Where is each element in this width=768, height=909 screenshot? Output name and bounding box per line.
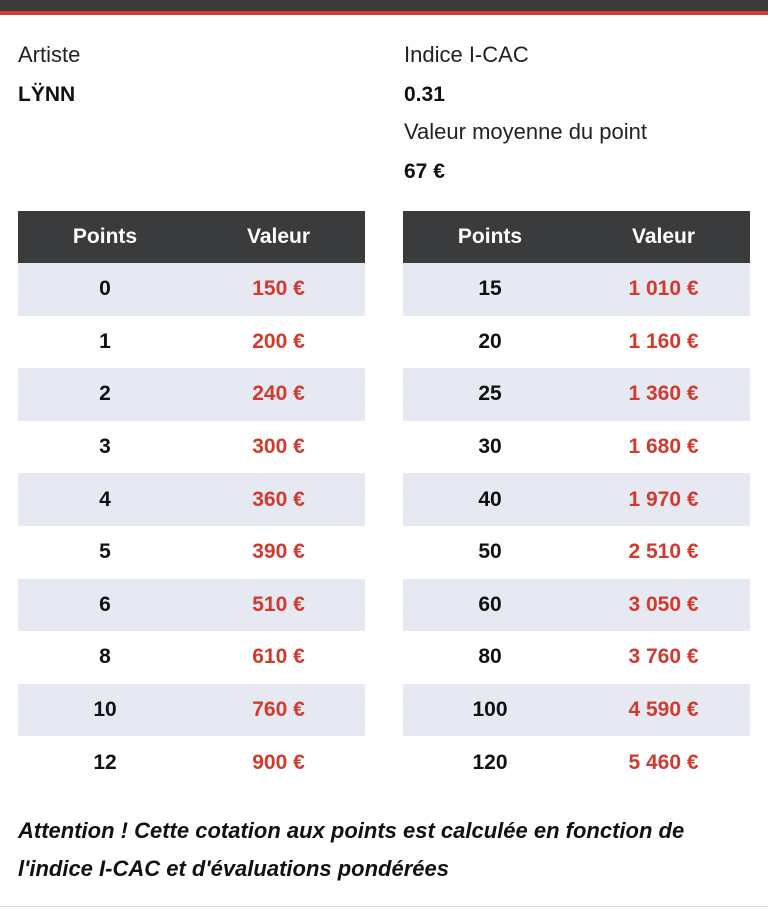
table-row [403,368,750,421]
points-cell: 2 [18,368,192,421]
artist-block [18,44,80,105]
value-column-header: Valeur [192,211,365,263]
table-row [18,526,365,579]
index-block [404,44,647,182]
points-column-header: Points [18,211,192,263]
value-cell: 900 € [192,736,365,789]
points-column-header: Points [403,211,577,263]
points-cell: 3 [18,421,192,474]
table-row [403,579,750,632]
table-row [18,579,365,632]
value-column-header: Valeur [577,211,750,263]
points-cell: 50 [403,526,577,579]
points-cell: 80 [403,631,577,684]
bottom-divider [0,906,768,907]
table-row [403,526,750,579]
value-cell: 4 590 € [577,684,750,737]
value-cell: 150 € [192,263,365,316]
table-row [403,473,750,526]
avg-point-value: 67 € [404,160,445,183]
table-row [403,631,750,684]
value-cell: 300 € [192,421,365,474]
table-row [18,421,365,474]
value-cell: 240 € [192,368,365,421]
value-cell: 390 € [192,526,365,579]
points-cell: 0 [18,263,192,316]
value-cell: 2 510 € [577,526,750,579]
index-label: Indice I-CAC [404,42,529,67]
artist-label: Artiste [18,42,81,67]
points-cell: 8 [18,631,192,684]
avg-point-label: Valeur moyenne du point [404,119,647,144]
points-cell: 60 [403,579,577,632]
table-row [403,736,750,789]
value-cell: 510 € [192,579,365,632]
value-cell: 1 360 € [577,368,750,421]
points-cell: 30 [403,421,577,474]
table-row [18,736,365,789]
points-cell: 4 [18,473,192,526]
points-cell: 12 [18,736,192,789]
table-row [18,316,365,369]
table-header-row [18,211,365,263]
table-row [18,631,365,684]
table-row [403,421,750,474]
top-accent-line [0,11,768,15]
table-row [18,263,365,316]
value-cell: 1 160 € [577,316,750,369]
points-cell: 25 [403,368,577,421]
table-row [18,473,365,526]
table-row [403,263,750,316]
points-cell: 20 [403,316,577,369]
index-value: 0.31 [404,83,445,106]
value-cell: 5 460 € [577,736,750,789]
points-cell: 120 [403,736,577,789]
table-row [18,684,365,737]
points-cell: 5 [18,526,192,579]
value-cell: 1 680 € [577,421,750,474]
points-table-right [403,211,750,789]
points-cell: 15 [403,263,577,316]
points-table-left [18,211,365,789]
table-row [403,316,750,369]
points-cell: 40 [403,473,577,526]
value-cell: 200 € [192,316,365,369]
table-header-row [403,211,750,263]
value-cell: 360 € [192,473,365,526]
value-cell: 610 € [192,631,365,684]
value-cell: 1 010 € [577,263,750,316]
value-cell: 3 050 € [577,579,750,632]
disclaimer-note: Attention ! Cette cotation aux points est calculée en fonction de l'indice I-CAC et d'évaluations pondérées [18,818,685,881]
top-bar [0,0,768,11]
points-cell: 6 [18,579,192,632]
table-row [18,368,365,421]
table-row [403,684,750,737]
points-cell: 10 [18,684,192,737]
value-cell: 1 970 € [577,473,750,526]
value-cell: 3 760 € [577,631,750,684]
points-cell: 1 [18,316,192,369]
points-cell: 100 [403,684,577,737]
artist-name: LŸNN [18,83,76,106]
value-cell: 760 € [192,684,365,737]
